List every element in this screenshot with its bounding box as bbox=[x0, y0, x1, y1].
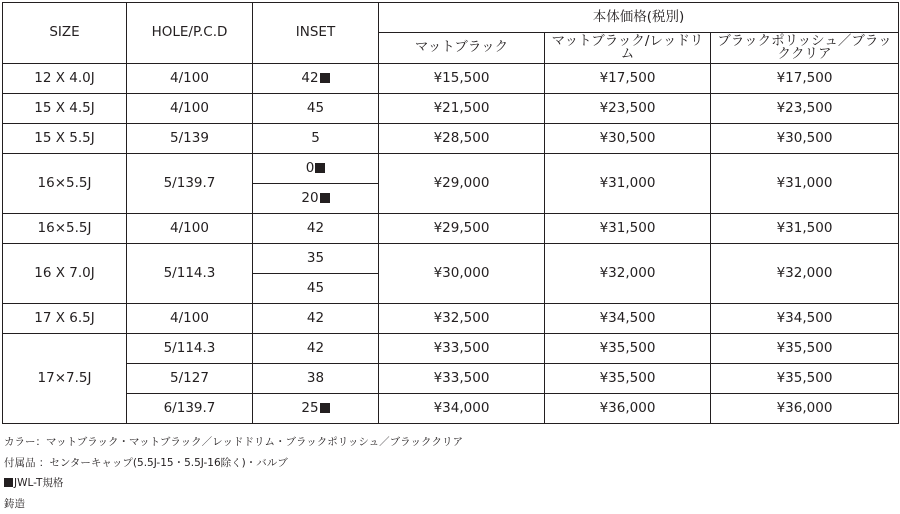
price-cell: ¥29,500 bbox=[379, 214, 545, 244]
inset-value: 0 bbox=[306, 160, 315, 176]
price-cell: ¥15,500 bbox=[379, 64, 545, 94]
header-hole-pcd: HOLE/P.C.D bbox=[127, 3, 253, 64]
price-cell: ¥34,500 bbox=[545, 304, 711, 334]
price-cell: ¥31,500 bbox=[711, 214, 899, 244]
size-cell: 15 X 4.5J bbox=[3, 94, 127, 124]
inset-value: 20 bbox=[301, 190, 318, 206]
price-cell: ¥36,000 bbox=[545, 394, 711, 424]
hole-cell: 4/100 bbox=[127, 64, 253, 94]
price-cell: ¥34,500 bbox=[711, 304, 899, 334]
hole-cell: 5/127 bbox=[127, 364, 253, 394]
hole-cell: 5/139.7 bbox=[127, 154, 253, 214]
price-cell: ¥32,000 bbox=[545, 244, 711, 304]
header-price-group: 本体価格(税別) bbox=[379, 3, 899, 33]
hole-cell: 5/114.3 bbox=[127, 244, 253, 304]
header-color-matte-black-red-rim: マットブラック/レッドリム bbox=[545, 33, 711, 64]
price-cell: ¥32,500 bbox=[379, 304, 545, 334]
hole-cell: 4/100 bbox=[127, 214, 253, 244]
size-cell: 17×7.5J bbox=[3, 334, 127, 424]
table-row bbox=[3, 124, 899, 154]
price-cell: ¥35,500 bbox=[711, 334, 899, 364]
jwl-t-mark-icon bbox=[320, 73, 330, 83]
price-cell: ¥31,500 bbox=[545, 214, 711, 244]
inset-cell: 35 bbox=[253, 244, 379, 274]
inset-cell bbox=[253, 154, 379, 184]
header-color-matte-black: マットブラック bbox=[379, 33, 545, 64]
price-cell: ¥30,000 bbox=[379, 244, 545, 304]
table-row bbox=[3, 94, 899, 124]
header-size: SIZE bbox=[3, 3, 127, 64]
note-accessories: 付属品 ：センターキャップ(5.5J-15・5.5J-16除く)・バルブ bbox=[4, 453, 463, 474]
inset-cell: 45 bbox=[253, 274, 379, 304]
price-cell: ¥35,500 bbox=[545, 364, 711, 394]
hole-cell: 6/139.7 bbox=[127, 394, 253, 424]
price-cell: ¥35,500 bbox=[545, 334, 711, 364]
price-cell: ¥31,000 bbox=[545, 154, 711, 214]
hole-cell: 5/139 bbox=[127, 124, 253, 154]
table-row bbox=[3, 214, 899, 244]
spec-price-table bbox=[2, 2, 899, 424]
footnotes bbox=[4, 432, 463, 514]
inset-value: 42 bbox=[301, 70, 318, 86]
table-row bbox=[3, 394, 899, 424]
hole-cell: 4/100 bbox=[127, 94, 253, 124]
size-cell: 16×5.5J bbox=[3, 154, 127, 214]
inset-value: 25 bbox=[301, 400, 318, 416]
price-cell: ¥29,000 bbox=[379, 154, 545, 214]
jwl-t-mark-icon bbox=[320, 193, 330, 203]
price-cell: ¥28,500 bbox=[379, 124, 545, 154]
price-cell: ¥23,500 bbox=[545, 94, 711, 124]
price-cell: ¥35,500 bbox=[711, 364, 899, 394]
header-inset: INSET bbox=[253, 3, 379, 64]
price-cell: ¥21,500 bbox=[379, 94, 545, 124]
size-cell: 16×5.5J bbox=[3, 214, 127, 244]
jwl-t-mark-icon bbox=[4, 478, 13, 487]
inset-cell: 42 bbox=[253, 214, 379, 244]
table-row bbox=[3, 154, 899, 184]
price-cell: ¥23,500 bbox=[711, 94, 899, 124]
price-cell: ¥34,000 bbox=[379, 394, 545, 424]
note-color: カラー：マットブラック・マットブラック／レッドドリム・ブラックポリッシュ／ブラッククリア bbox=[4, 432, 463, 453]
inset-cell bbox=[253, 64, 379, 94]
size-cell: 15 X 5.5J bbox=[3, 124, 127, 154]
price-cell: ¥30,500 bbox=[711, 124, 899, 154]
jwl-t-mark-icon bbox=[315, 163, 325, 173]
size-cell: 17 X 6.5J bbox=[3, 304, 127, 334]
inset-cell bbox=[253, 394, 379, 424]
table-row bbox=[3, 364, 899, 394]
hole-cell: 4/100 bbox=[127, 304, 253, 334]
table-row bbox=[3, 64, 899, 94]
size-cell: 16 X 7.0J bbox=[3, 244, 127, 304]
price-cell: ¥33,500 bbox=[379, 334, 545, 364]
hole-cell: 5/114.3 bbox=[127, 334, 253, 364]
size-cell: 12 X 4.0J bbox=[3, 64, 127, 94]
jwl-t-mark-icon bbox=[320, 403, 330, 413]
inset-cell: 38 bbox=[253, 364, 379, 394]
price-cell: ¥17,500 bbox=[711, 64, 899, 94]
table-row bbox=[3, 334, 899, 364]
price-cell: ¥17,500 bbox=[545, 64, 711, 94]
header-color-black-polish-clear: ブラックポリッシュ／ブラッククリア bbox=[711, 33, 899, 64]
price-cell: ¥31,000 bbox=[711, 154, 899, 214]
table-row bbox=[3, 304, 899, 334]
inset-cell: 42 bbox=[253, 304, 379, 334]
inset-cell: 5 bbox=[253, 124, 379, 154]
inset-cell: 45 bbox=[253, 94, 379, 124]
inset-cell bbox=[253, 184, 379, 214]
note-jwl bbox=[4, 473, 463, 494]
price-cell: ¥32,000 bbox=[711, 244, 899, 304]
price-cell: ¥36,000 bbox=[711, 394, 899, 424]
inset-cell: 42 bbox=[253, 334, 379, 364]
table-row bbox=[3, 244, 899, 274]
price-cell: ¥30,500 bbox=[545, 124, 711, 154]
note-jwl-text: JWL-T規格 bbox=[14, 477, 63, 489]
price-cell: ¥33,500 bbox=[379, 364, 545, 394]
note-cast: 鋳造 bbox=[4, 494, 463, 514]
